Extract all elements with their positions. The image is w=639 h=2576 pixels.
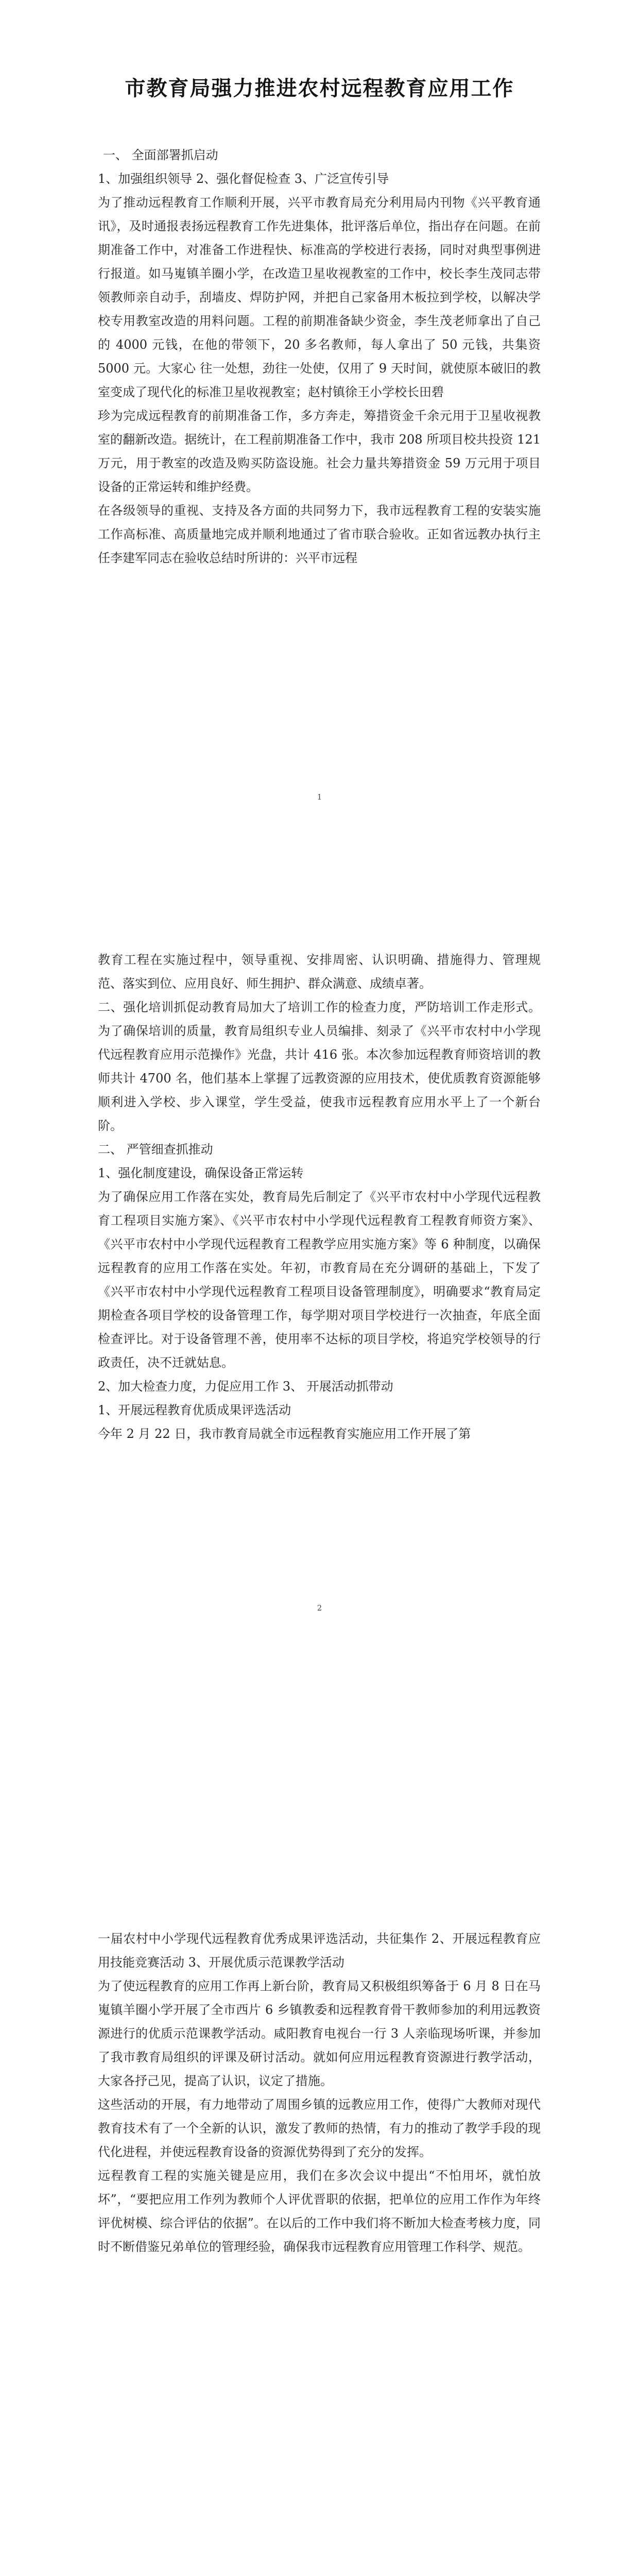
paragraph: 教育工程在实施过程中，领导重视、安排周密、认识明确、措施得力、管理规范、落实到位、应用良好、师生拥护、群众满意、成绩卓著。 <box>98 953 541 991</box>
paragraph: 今年 2 月 22 日，我市教育局就全市远程教育实施应用工作开展了第 <box>98 1427 471 1441</box>
page-2-body <box>98 948 541 1446</box>
section-heading: 一、 全面部署抓启动 <box>103 148 218 162</box>
section-heading: 二、 严管细查抓推动 <box>98 1142 213 1157</box>
document-title: 市教育局强力推进农村远程教育应用工作 <box>125 76 514 100</box>
document-page-3 <box>0 1803 639 2576</box>
page-number: 1 <box>317 792 322 802</box>
paragraph: 二、强化培训抓促动教育局加大了培训工作的检查力度，严防培训工作走形式。为了确保培训的质量，教育局组织专业人员编排、刻录了《兴平市农村中小学现代远程教育应用示范操作》光盘，共计 416 张。本次参加远程教育师资培训的教师共计 4700 名，他们基本上掌握了远教资源的应用技术，使优质教育资源能够顺利进入学校、步入课堂，学生受益，使我市远程教育应用水平上了一个新台阶。 <box>98 1000 541 1133</box>
subheading: 2、加大检查力度，力促应用工作 3、 开展活动抓带动 <box>98 1379 393 1394</box>
paragraph: 在各级领导的重视、支持及各方面的共同努力下，我市远程教育工程的安装实施工作高标准、高质量地完成并顺利地通过了省市联合验收。正如省远教办执行主任李建军同志在验收总结时所讲的：兴平市远程 <box>98 503 541 565</box>
paragraph: 一届农村中小学现代远程教育优秀成果评选活动，共征集作 2、开展远程教育应用技能竞赛活动 3、开展优质示范课教学活动 <box>98 1931 541 1970</box>
subheading: 1、开展远程教育优质成果评选活动 <box>98 1403 291 1417</box>
paragraph: 为了推动远程教育工作顺利开展，兴平市教育局充分利用局内刊物《兴平教育通讯》，及时通报表扬远程教育工作先进集体，批评落后单位，指出存在问题。在前期准备工作中，对准备工作进程快、标准高的学校进行表扬，同时对典型事例进行报道。如马嵬镇羊圈小学，在改造卫星收视教室的工作中，校长李生茂同志带领教师亲自动手，刮墙皮、焊防护网，并把自己家备用木板拉到学校，以解决学校专用教室改造的用料问题。工程的前期准备缺少资金，李生茂老师拿出了自己的 4000 元钱，在他的带领下，20 多名教师，每人拿出了 50 元钱，共集资 5000 元。大家心 往一处想，劲往一处使，仅用了 9 天时间，就使原本破旧的教室变成了现代化的标准卫星收视教室；赵村镇徐王小学校长田碧 <box>98 195 541 399</box>
subheading: 1、强化制度建设，确保设备正常运转 <box>98 1166 304 1180</box>
page-1-body <box>98 143 541 570</box>
document-page-1 <box>0 0 639 902</box>
page-3-body <box>98 1927 541 2259</box>
subheading: 1、加强组织领导 2、强化督促检查 3、广泛宣传引导 <box>98 172 389 186</box>
paragraph: 为了使远程教育的应用工作再上新台阶，教育局又积极组织筹备于 6 月 8 日在马嵬镇羊圈小学开展了全市西片 6 乡镇教委和远程教育骨干教师参加的利用远教资源进行的优质示范课教学活动。咸阳教育电视台一行 3 人亲临现场听课，并参加了我市教育局组织的评课及研讨活动。就如何应用远程教育资源进行教学活动，大家各抒己见，提高了认识，议定了措施。 <box>98 1979 541 2088</box>
page-number: 2 <box>317 1603 322 1613</box>
paragraph: 为了确保应用工作落在实处，教育局先后制定了《兴平市农村中小学现代远程教育工程项目实施方案》、《兴平市农村中小学现代远程教育工程教育师资方案》、《兴平市农村中小学现代远程教育工程教学应用实施方案》等 6 种制度，以确保远程教育的应用工作落在实处。年初，市教育局在充分调研的基础上，下发了《兴平市农村中小学现代远程教育工程项目设备管理制度》，明确要求“教育局定期检查各项目学校的设备管理工作，每学期对项目学校进行一次抽查，年底全面检查评比。对于设备管理不善，使用率不达标的项目学校，将追究学校领导的行政责任，决不迁就姑息。 <box>98 1190 541 1370</box>
paragraph: 这些活动的开展，有力地带动了周围乡镇的远教应用工作，使得广大教师对现代教育技术有了一个全新的认识，激发了教师的热情，有力的推动了教学手段的现代化进程，并使远程教育设备的资源优势得到了充分的发挥。 <box>98 2097 541 2159</box>
paragraph: 远程教育工程的实施关键是应用，我们在多次会议中提出“不怕用坏，就怕放坏”，“要把应用工作列为教师个人评优晋职的依据，把单位的应用工作作为年终评优树模、综合评估的依据”。在以后的工作中我们将不断加大检查考核力度，同时不断借鉴兄弟单位的管理经验，确保我市远程教育应用管理工作科学、规范。 <box>98 2168 541 2254</box>
paragraph: 珍为完成远程教育的前期准备工作，多方奔走，筹措资金千余元用于卫星收视教室的翻新改造。据统计，在工程前期准备工作中，我市 208 所项目校共投资 121 万元，用于教室的改造及购买防盗设施。社会力量共筹措资金 59 万元用于项目设备的正常运转和维护经费。 <box>98 409 541 494</box>
document-page-2 <box>0 902 639 1803</box>
